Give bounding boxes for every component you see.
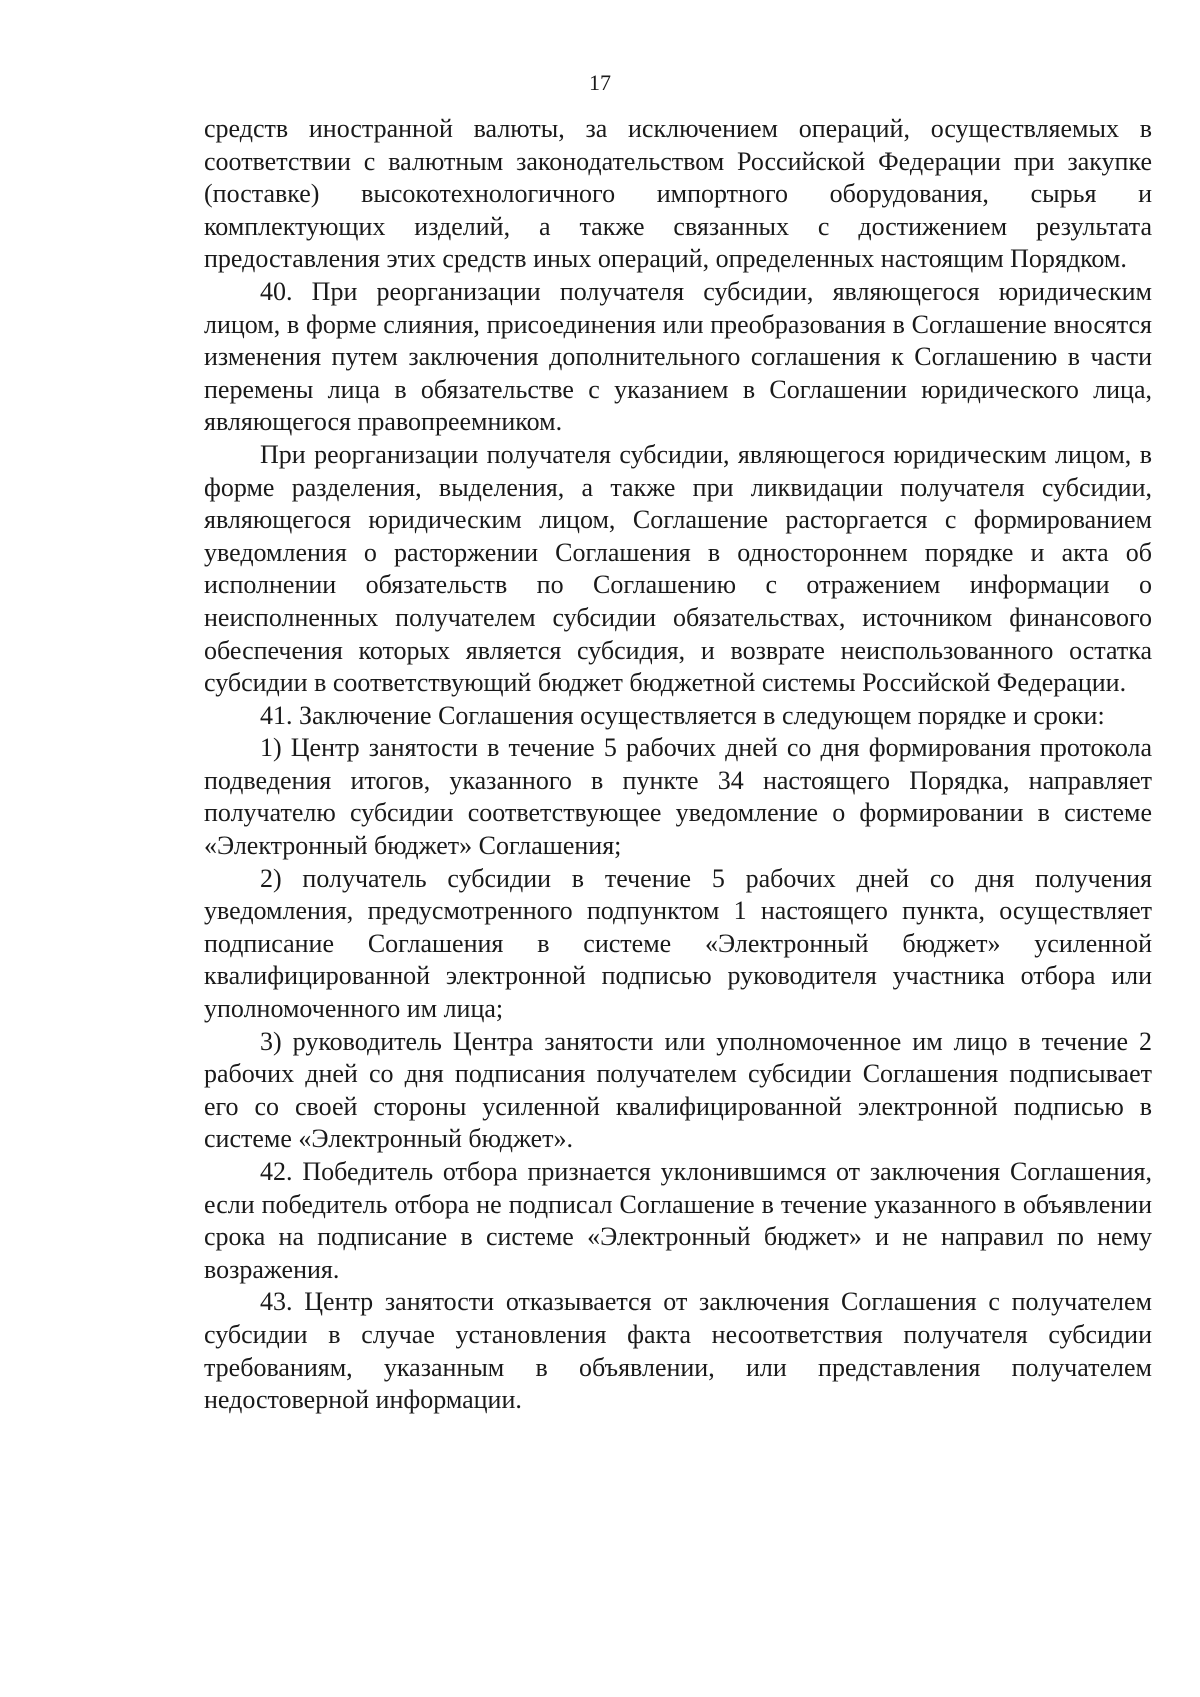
paragraph-reorganization-termination: При реорганизации получателя субсидии, являющегося юридическим лицом, в форме разделения, выделения, а также при ликвидации получателя субсидии, являющегося юридическим лицом, Соглашение расторгается с формированием уведомления о расторжении Соглашения в одностороннем порядке и акта об исполнении обязательств по Соглашению с отражением информации о неисполненных получателем субсидии обязательствах, источником финансового обеспечения которых является субсидия, и возврате неиспользованного остатка субсидии в соответствующий бюджет бюджетной системы Российской Федерации. — [204, 439, 1152, 698]
paragraph-subclause-3: 3) руководитель Центра занятости или уполномоченное им лицо в течение 2 рабочих дней со дня подписания получателем субсидии Соглашения подписывает его со своей стороны усиленной квалифицированной электронной подписью в системе «Электронный бюджет». — [204, 1026, 1152, 1154]
paragraph-clause-43: 43. Центр занятости отказывается от заключения Соглашения с получателем субсидии в случае установления факта несоответствия получателя субсидии требованиям, указанным в объявлении, или представления получателем недостоверной информации. — [204, 1287, 1152, 1415]
document-body — [204, 113, 1152, 1417]
paragraph-subclause-1: 1) Центр занятости в течение 5 рабочих дней со дня формирования протокола подведения итогов, указанного в пункте 34 настоящего Порядка, направляет получателю субсидии соответствующее уведомление о формировании в системе «Электронный бюджет» Соглашения; — [204, 733, 1152, 861]
paragraph-clause-41: 41. Заключение Соглашения осуществляется в следующем порядке и сроки: — [260, 700, 1105, 730]
paragraph-subclause-2: 2) получатель субсидии в течение 5 рабочих дней со дня получения уведомления, предусмотренного подпунктом 1 настоящего пункта, осуществляет подписание Соглашения в системе «Электронный бюджет» усиленной квалифицированной электронной подписью руководителя участника отбора или уполномоченного им лица; — [204, 863, 1152, 1024]
paragraph-continuation: средств иностранной валюты, за исключением операций, осуществляемых в соответствии с валютным законодательством Российской Федерации при закупке (поставке) высокотехнологичного импортного оборудования, сырья и комплектующих изделий, а также связанных с достижением результата предоставления этих средств иных операций, определенных настоящим Порядком. — [204, 114, 1152, 274]
paragraph-clause-42: 42. Победитель отбора признается уклонившимся от заключения Соглашения, если победитель отбора не подписал Соглашение в течение указанного в объявлении срока на подписание в системе «Электронный бюджет» и не направил по нему возражения. — [204, 1157, 1152, 1284]
paragraph-clause-40: 40. При реорганизации получателя субсидии, являющегося юридическим лицом, в форме слияния, присоединения или преобразования в Соглашение вносятся изменения путем заключения дополнительного соглашения к Соглашению в части перемены лица в обязательстве с указанием в Соглашении юридического лица, являющегося правопреемником. — [204, 276, 1152, 437]
page-number: 17 — [589, 70, 611, 95]
